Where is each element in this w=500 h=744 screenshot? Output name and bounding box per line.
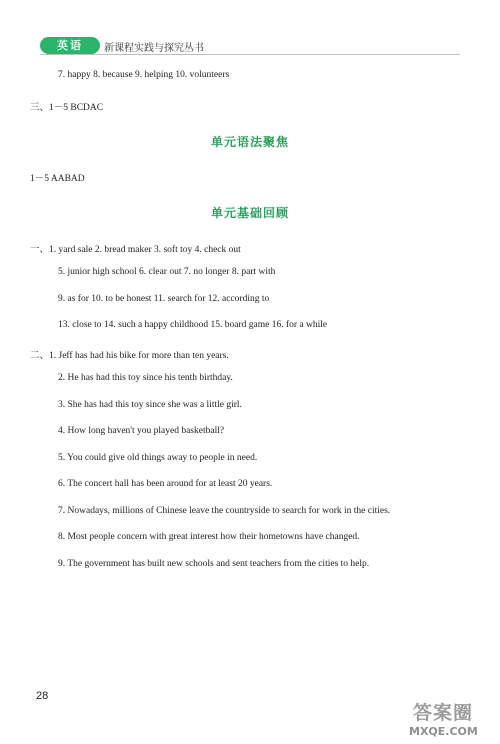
answer-line: 5. junior high school 6. clear out 7. no longer 8. part with xyxy=(58,267,276,277)
section-title-review: 单元基础回顾 xyxy=(210,206,289,220)
header-divider xyxy=(40,54,460,55)
page-header xyxy=(40,37,460,55)
watermark-text: 答案圈 xyxy=(413,702,474,724)
answer-line: 6. The concert hall has been around for at least 20 years. xyxy=(58,479,273,489)
answer-line: 8. Most people concern with great interest how their hometowns have changed. xyxy=(58,532,360,542)
answer-line: 13. close to 14. such a happy childhood 15. board game 16. for a while xyxy=(58,320,328,330)
answer-line: 4. How long haven't you played basketball? xyxy=(58,426,225,436)
series-title: 新课程实践与探究丛书 xyxy=(104,43,204,54)
answer-line: 9. as for 10. to be honest 11. search for 12. according to xyxy=(58,294,270,304)
page-number: 28 xyxy=(36,690,49,702)
answer-line: 9. The government has built new schools and sent teachers from the cities to help. xyxy=(58,559,370,569)
section-title-grammar: 单元语法聚焦 xyxy=(210,135,289,149)
watermark-logo xyxy=(405,698,500,744)
watermark-url: MXQE.COM xyxy=(409,725,478,738)
answer-line: 二、1. Jeff has had his bike for more than ten years. xyxy=(30,351,229,361)
answer-line: 1－5 AABAD xyxy=(30,174,85,184)
answer-line: 7. Nowadays, millions of Chinese leave the countryside to search for work in the cities. xyxy=(58,506,391,516)
answer-line: 3. She has had this toy since she was a little girl. xyxy=(58,400,242,410)
answer-line: 5. You could give old things away to people in need. xyxy=(58,453,258,463)
answer-line: 2. He has had this toy since his tenth birthday. xyxy=(58,373,233,383)
answer-line: 一、1. yard sale 2. bread maker 3. soft toy 4. check out xyxy=(30,245,241,255)
subject-badge: 英语 xyxy=(40,37,100,54)
answer-line: 三、1－5 BCDAC xyxy=(30,103,104,113)
answer-line: 7. happy 8. because 9. helping 10. volunteers xyxy=(58,70,230,80)
